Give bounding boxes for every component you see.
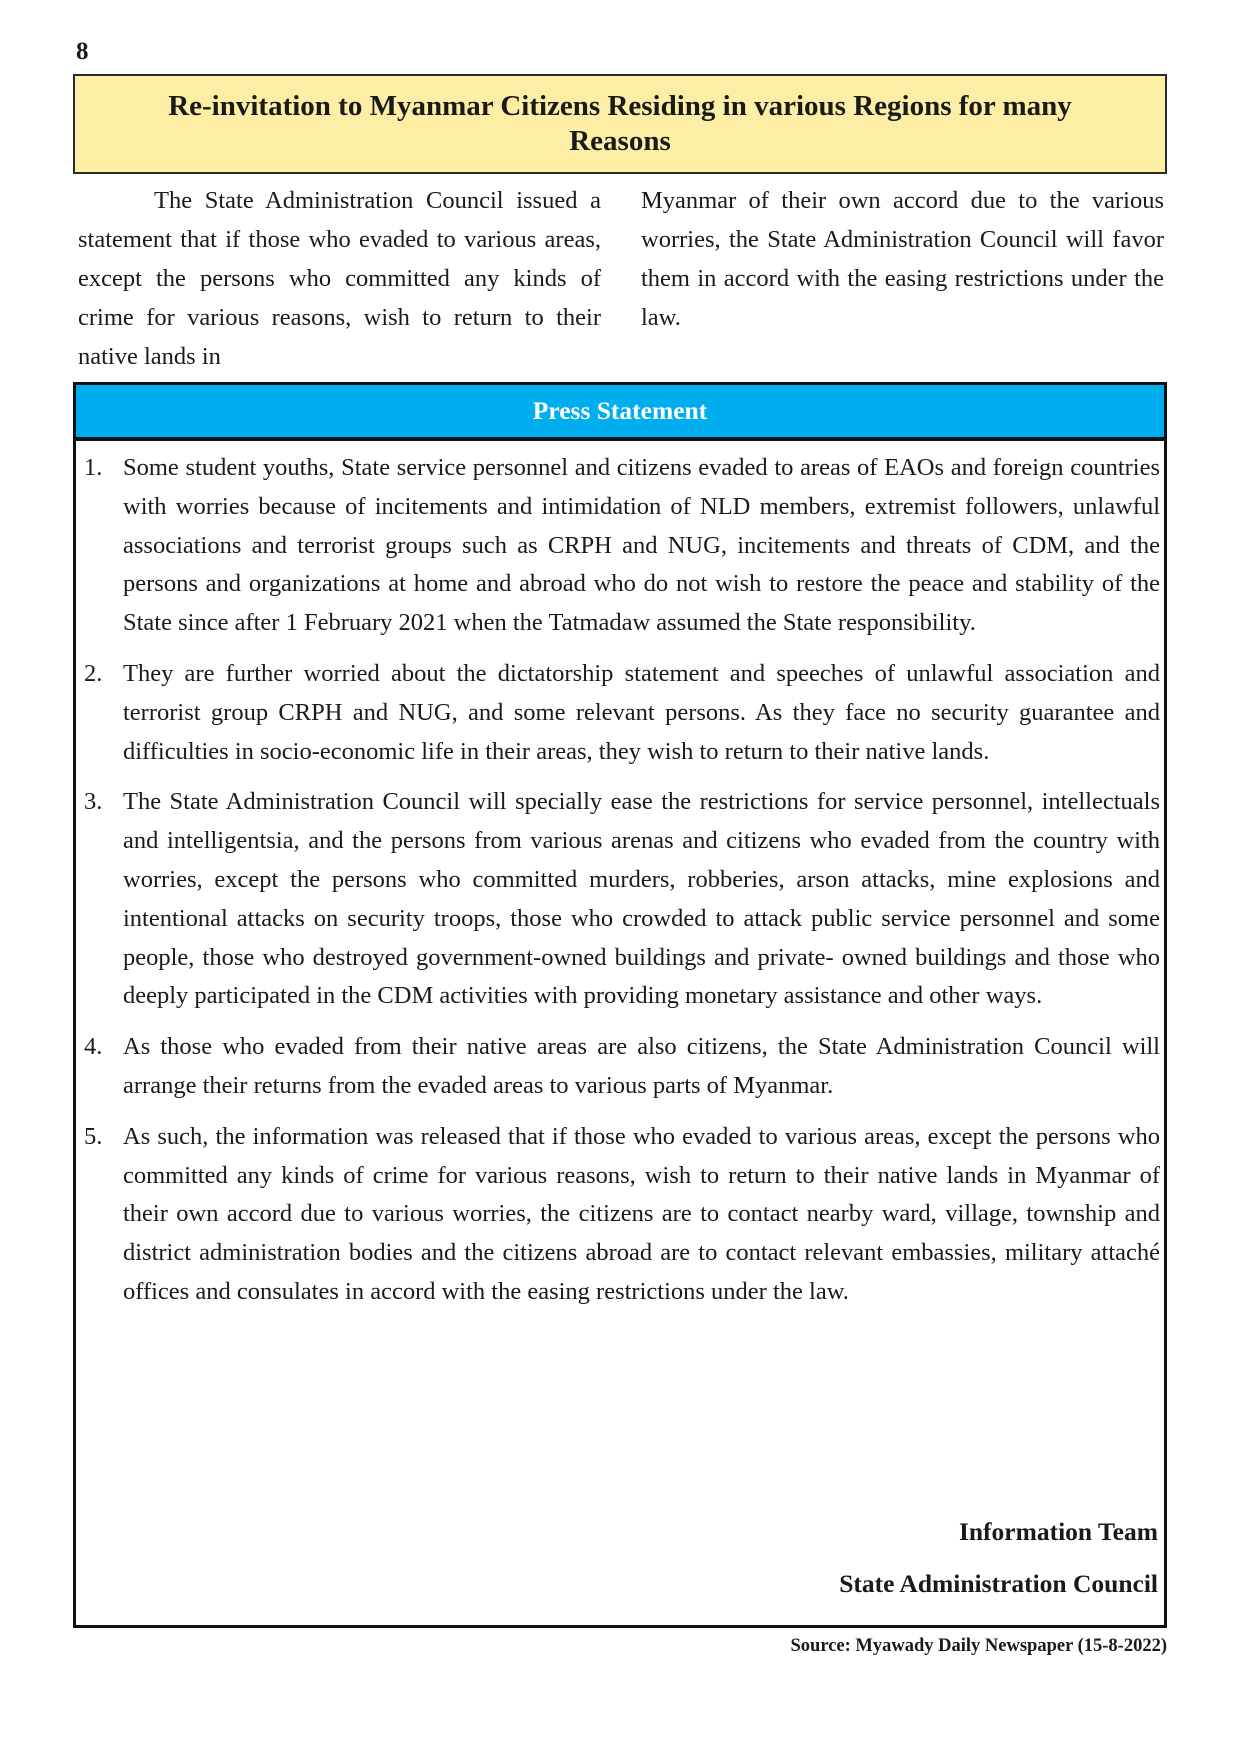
statement-item-5 [84, 1118, 1160, 1312]
statement-text: They are further worried about the dictatorship statement and speeches of unlawful association and terrorist group CRPH and NUG, and some relevant persons. As they face no security guarantee and difficulties in socio-economic life in their areas, they wish to return to their native lands. [123, 659, 1160, 765]
statement-text: The State Administration Council will specially ease the restrictions for service personnel, intellectuals and intelligentsia, and the persons from various arenas and citizens who evaded from the country with worries, except the persons who committed murders, robberies, arson attacks, mine explosions and intentional attacks on security troops, those who crowded to attack public service personnel and some people, those who destroyed government-owned buildings and private- owned buildings and those who deeply participated in the CDM activities with providing monetary assistance and other ways. [123, 788, 1160, 1010]
intro-section [78, 181, 1164, 376]
statement-text: As those who evaded from their native areas are also citizens, the State Administration Council will arrange their returns from the evaded areas to various parts of Myanmar. [123, 1033, 1160, 1099]
statement-number: 4. [84, 1033, 103, 1061]
statement-number: 1. [84, 454, 103, 481]
signature-information-team: Information Team [958, 1517, 1158, 1546]
source-citation: Source: Myawady Daily Newspaper (15-8-2022) [790, 1636, 1167, 1656]
statement-item-4 [84, 1028, 1160, 1106]
title-banner [73, 74, 1167, 174]
statement-number: 3. [84, 788, 103, 816]
statement-item-3 [84, 783, 1160, 1016]
page-number: 8 [76, 38, 89, 65]
statement-number: 5. [84, 1122, 103, 1150]
intro-column-left: The State Administration Council issued a statement that if those who evaded to various areas, except the persons who committed any kinds of crime for various reasons, wish to return to their native lands in [78, 187, 601, 370]
statement-list [84, 449, 1160, 1324]
statement-text: Some student youths, State service personnel and citizens evaded to areas of EAOs and foreign countries with worries because of incitements and intimidation of NLD members, extremist followers, unlawful associations and terrorist groups such as CRPH and NUG, incitements and threats of CDM, and the persons and organizations at home and abroad who do not wish to restore the peace and stability of the State since after 1 February 2021 when the Tatmadaw assumed the State responsibility. [123, 454, 1160, 637]
press-statement-header: Press Statement [76, 385, 1164, 441]
press-statement-box [73, 382, 1167, 1628]
statement-item-2 [84, 655, 1160, 771]
signature-state-council: State Administration Council [839, 1569, 1158, 1598]
page-title: Re-invitation to Myanmar Citizens Residing in various Regions for many Reasons [168, 90, 1072, 157]
statement-text: As such, the information was released that if those who evaded to various areas, except the persons who committed any kinds of crime for various reasons, wish to return to their native lands in Myanmar of their own accord due to various worries, the citizens are to contact nearby ward, village, township and district administration bodies and the citizens abroad are to contact relevant embassies, military attaché offices and consulates in accord with the easing restrictions under the law. [123, 1122, 1160, 1305]
statement-number: 2. [84, 659, 103, 687]
statement-item-1 [84, 449, 1160, 643]
intro-column-right: Myanmar of their own accord due to the various worries, the State Administration Council will favor them in accord with the easing restrictions under the law. [641, 187, 1164, 331]
